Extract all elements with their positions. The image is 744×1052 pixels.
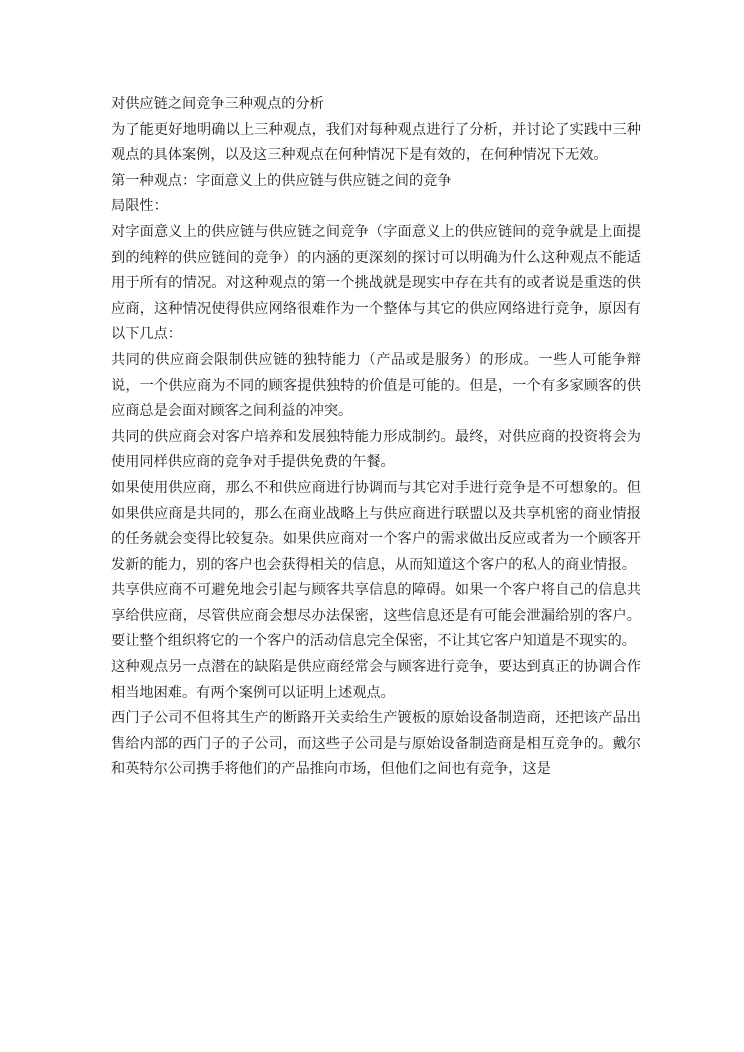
document-page bbox=[111, 92, 641, 783]
paragraph-supplier-competition: 这种观点另一点潜在的缺陷是供应商经常会与顾客进行竞争，要达到真正的协调合作相当地困难。有两个案例可以证明上述观点。 bbox=[111, 659, 641, 701]
paragraph-case-examples: 西门子公司不但将其生产的断路开关卖给生产镀板的原始设备制造商，还把该产品出售给内部的西门子的子公司，而这些子公司是与原始设备制造商是相互竞争的。戴尔和英特尔公司携手将他们的产品推向市场，但他们之间也有竞争，这是 bbox=[111, 710, 641, 778]
section-heading-view-one: 第一种观点：字面意义上的供应链与供应链之间的竞争 bbox=[111, 172, 452, 189]
paragraph-limitations: 对字面意义上的供应链与供应链之间竞争（字面意义上的供应链间的竞争就是上面提到的纯粹的供应链间的竞争）的内涵的更深刻的探讨可以明确为什么这种观点不能适用于所有的情况。对这种观点的第一个挑战就是现实中存在共有的或者说是重迭的供应商，这种情况使得供应网络很难作为一个整体与其它的供应网络进行竞争，原因有以下几点： bbox=[111, 223, 641, 343]
paragraph-intro: 为了能更好地明确以上三种观点，我们对每种观点进行了分析，并讨论了实践中三种观点的具体案例，以及这三种观点在何种情况下是有效的，在何种情况下无效。 bbox=[111, 121, 641, 164]
paragraph-information-sharing: 共享供应商不可避免地会引起与顾客共享信息的障碍。如果一个客户将自己的信息共享给供应商，尽管供应商会想尽办法保密，这些信息还是有可能会泄漏给别的客户。要让整个组织将它的一个客户的活动信息完全保密，不让其它客户知道是不现实的。 bbox=[111, 582, 641, 650]
paragraph-supplier-coordination: 如果使用供应商，那么不和供应商进行协调而与其它对手进行竞争是不可想象的。但如果供应商是共同的，那么在商业战略上与供应商进行联盟以及共享机密的商业情报的任务就会变得比较复杂。如果供应商对一个客户的需求做出反应或者为一个顾客开发新的能力，别的客户也会获得相关的信息，从而知道这个客户的私人的商业情报。 bbox=[111, 479, 641, 573]
document-title: 对供应链之间竞争三种观点的分析 bbox=[111, 96, 324, 112]
paragraph-shared-supplier-capability: 共同的供应商会限制供应链的独特能力（产品或是服务）的形成。一些人可能争辩说，一个供应商为不同的顾客提供独特的价值是可能的。但是，一个有多家顾客的供应商总是会面对顾客之间利益的冲突。 bbox=[111, 351, 641, 420]
paragraph-shared-supplier-investment: 共同的供应商会对客户培养和发展独特能力形成制约。最终，对供应商的投资将会为使用同样供应商的竞争对手提供免费的午餐。 bbox=[111, 428, 641, 471]
subheading-limitations: 局限性： bbox=[111, 198, 168, 215]
